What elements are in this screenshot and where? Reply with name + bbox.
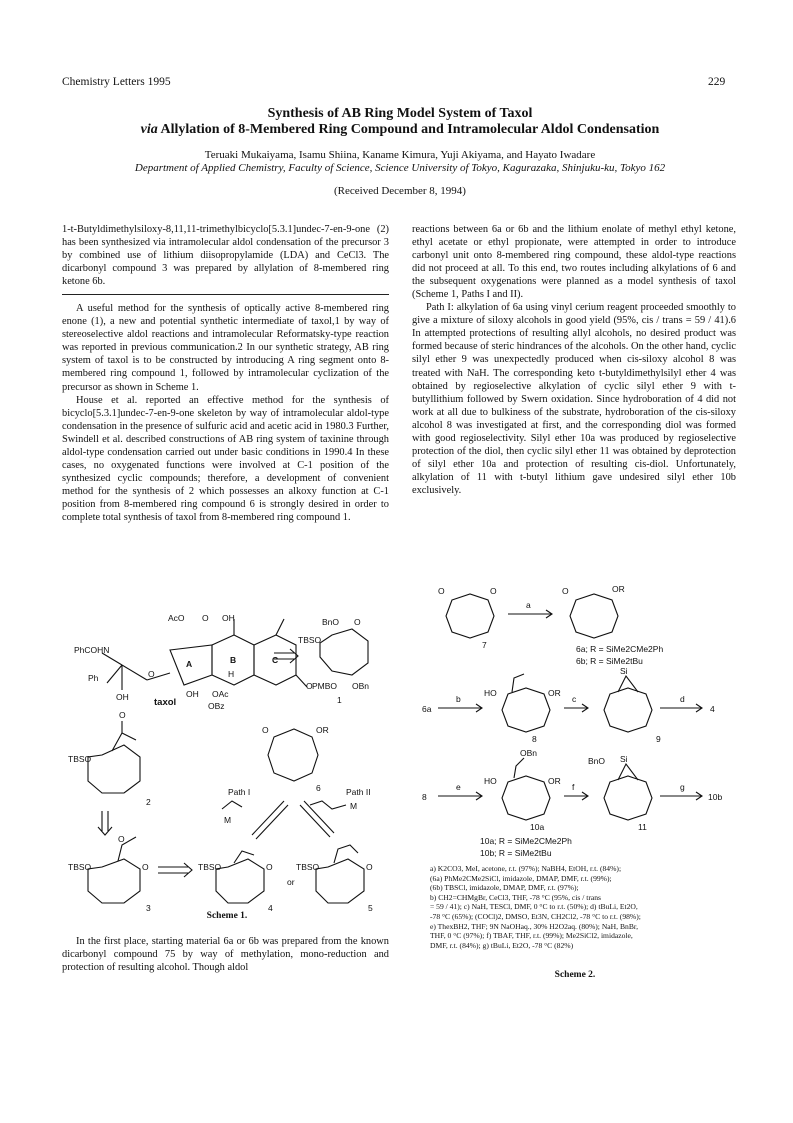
- compound-10a-number: 10a: [530, 822, 545, 832]
- taxol-h-label: H: [228, 669, 235, 679]
- title-line-2: [60, 122, 740, 138]
- compound-6-number: 6: [316, 783, 321, 793]
- compound-9-number: 9: [656, 734, 661, 744]
- arrow-g: [660, 782, 722, 802]
- footnote-line: = 59 / 41); c) NaH, TESCl, DMF, 0 °C to r.t. (50%); d) tBuLi, Et2O,: [430, 902, 638, 912]
- c2-tbso-label: TBSO: [68, 754, 92, 764]
- left-column: [62, 223, 389, 524]
- taxol-obz-label: OBz: [208, 701, 225, 711]
- footnote-line: (6b) TBSCl, imidazole, DMAP, DMF, r.t. (97%);: [430, 883, 579, 893]
- c4-o-label: O: [266, 862, 273, 872]
- arrow-c-label: c: [572, 694, 577, 704]
- compound-2-structure: [68, 710, 151, 807]
- footnote-line: THF, 0 °C (97%); f) TBAF, THF, r.t. (99%); Me2SiCl2, imidazole,: [430, 931, 633, 941]
- scheme-2-caption: Scheme 2.: [554, 970, 596, 980]
- c1-pmbo-label: PMBO: [312, 681, 338, 691]
- compound-5-structure: [296, 845, 373, 913]
- taxol-oh3-label: OH: [186, 689, 199, 699]
- scheme-1-caption: Scheme 1.: [206, 911, 248, 921]
- arrow-f: [564, 782, 588, 800]
- taxol-phcohn-label: PhCOHN: [74, 645, 110, 655]
- retro-arrow-3: [158, 863, 192, 877]
- retro-arrow-2: [98, 811, 112, 835]
- c1-obn-label: OBn: [352, 681, 370, 691]
- c10-obn-label: OBn: [520, 748, 538, 758]
- c9-si-label: Si: [620, 666, 628, 676]
- c11-si-label: Si: [620, 754, 628, 764]
- c6-or-label: OR: [316, 725, 329, 735]
- s2-c6-o-label: O: [562, 586, 569, 596]
- c3-o2-label: O: [142, 862, 149, 872]
- footnote-line: b) CH2=CHMgBr, CeCl3, THF, -78 °C (95%, cis / trans: [430, 892, 602, 902]
- arrow-a: [508, 600, 552, 618]
- taxol-o2-label: O: [148, 669, 155, 679]
- compound-11-structure: [588, 754, 652, 832]
- journal-name: Chemistry Letters 1995: [62, 76, 171, 88]
- path-1-arrow: [252, 801, 288, 839]
- c11-bno-label: BnO: [588, 756, 606, 766]
- c3-tbso-label: TBSO: [68, 862, 92, 872]
- intro-paragraph-2: House et al. reported an effective method for the synthesis of bicyclo[5.3.1]undec-7-en-9-one skeleton by way of intramolecular aldol-type condensation in the presence of sulfuric acid and acetic acid in 1980.3 Further, Swindell et al. described constructions of AB ring system of taxinine through aldol-type condensation carried out under basic conditions in 1990.4 In these cases, no oxygenated functions were involved at C-1 position of the synthesized cyclic compounds; therefore, a development of convenient method for the synthesis of 2 which possesses an alkoxy function at C-1 position from 8-membered ring compound 6 is strongly desired in order to complete total synthesis of taxol from 8-membered ring compound 1.: [62, 394, 389, 523]
- compound-1-number: 1: [337, 695, 342, 705]
- c7-o1-label: O: [438, 586, 445, 596]
- taxol-oac-label: OAc: [212, 689, 229, 699]
- arrow-e: [438, 782, 482, 800]
- c2-o-label: O: [119, 710, 126, 720]
- arrow-b: [438, 694, 482, 712]
- compound-9-structure: [604, 666, 661, 744]
- c8-or-label: OR: [548, 688, 561, 698]
- compound-4-number: 4: [268, 903, 273, 913]
- path-1-label: Path I: [228, 787, 251, 797]
- s2-8-label: 8: [422, 792, 427, 802]
- compound-4-structure: [198, 851, 273, 913]
- title-via: via: [140, 122, 158, 137]
- compound-2-number: 2: [146, 797, 151, 807]
- taxol-o3-label: O: [306, 681, 313, 691]
- abstract-divider: [62, 294, 389, 295]
- c6-o-label: O: [262, 725, 269, 735]
- received-date: (Received December 8, 1994): [334, 185, 466, 197]
- compound-7-number: 7: [482, 640, 487, 650]
- compound-6-scheme2: [562, 584, 663, 666]
- allyl-reagent: [310, 801, 346, 809]
- footnote-line: e) ThexBH2, THF; 9N NaOHaq., 30% H2O2aq. (80%); NaH, BnBr,: [430, 921, 639, 931]
- footnote-line: DMF, r.t. (84%); g) tBuLi, Et2O, -78 °C (82%): [430, 940, 574, 950]
- product-4-label: 4: [710, 704, 715, 714]
- scheme-2-figure: [412, 578, 738, 862]
- compound-6-structure: [262, 725, 329, 793]
- c1-bno-label: BnO: [322, 617, 340, 627]
- intro-paragraph-1: A useful method for the synthesis of optically active 8-membered ring enone (1), a new and potential synthetic intermediate of taxol,1 by way of stereoselective aldol reactions and intramolecular Reformatsky-type reaction was reported in previous communication.2 In our synthetic strategy, AB ring system of taxol is to be constructed by introducing A ring segment onto 8-membered ring compound 1, followed by intramolecular cyclization of the precursor as shown in Scheme 1.: [62, 303, 389, 393]
- ring-c-label: C: [272, 655, 279, 665]
- path-2-label: Path II: [346, 787, 371, 797]
- product-10b-label: 10b: [708, 792, 723, 802]
- arrow-b-label: b: [456, 694, 461, 704]
- or-label: or: [287, 877, 295, 887]
- arrow-a-label: a: [526, 600, 531, 610]
- taxol-ph-label: Ph: [88, 673, 99, 683]
- right-paragraph-2: Path I: alkylation of 6a using vinyl cerium reagent proceeded smoothly to give a mixture of siloxy alcohols in good yield (95%, cis / trans = 59 / 41).6 In attempted protections of resulting allyl alcohols, no desired product was formed because of steric hindrances of the alcohols. On the other hand, cyclic silyl ether 9 was unexpectedly produced when cis-siloxy alcohol 8 was treated with NaH. The corresponding keto t-butyldimethylsilyl ether 4 was obtained by regioselective alkylation of cyclic silyl ether 9 with t-butyllithium followed by Swern oxidation. Since hydroboration of 4 did not work at all due to bulkiness of the substrate, hydroboration of the cis-siloxy alcohol 8 was investigated at first, and the corresponding diol was formed with good regioselectivity. Silyl ether 10a was produced by regioselective protection of the diol, then cyclic silyl ether 11 was obtained by deprotection of silyl ether 10a and protection of resulting cis-diol. Unfortunately, alkylation of 11 with t-butyl lithium gave undesired silyl ether 10b exclusively.: [412, 302, 736, 496]
- left-bottom-paragraph: In the first place, starting material 6a or 6b was prepared from the known dicarbonyl compound 75 by way of methylation, mono-reduction and protection of resulting alcohol. Though aldol: [62, 936, 389, 974]
- authors: Teruaki Mukaiyama, Isamu Shiina, Kaname Kimura, Yuji Akiyama, and Hayato Iwadare: [204, 149, 596, 161]
- taxol-label: taxol: [154, 697, 177, 708]
- right-paragraph-1: reactions between 6a or 6b and the lithium enolate of methyl ethyl ketone, ethyl acetate or ethyl propionate, were attempted in order to introduce carbonyl unit onto 8-membered ring compound, these aldol-type reactions did not proceed at all. To this end, two routes including alkylations of 6 and the subsequent oxygenations were planned as a model synthesis of taxol (Scheme 1, Paths I and II).: [412, 224, 736, 301]
- c10-ho-label: HO: [484, 776, 497, 786]
- c5-o-label: O: [366, 862, 373, 872]
- c7-o2-label: O: [490, 586, 497, 596]
- compound-10a-structure: [484, 748, 561, 832]
- ring-a-label: A: [186, 659, 193, 669]
- arrow-d: [660, 694, 715, 714]
- c5-tbso-label: TBSO: [296, 862, 320, 872]
- arrow-g-label: g: [680, 782, 685, 792]
- c8-ho-label: HO: [484, 688, 497, 698]
- path-1-m-label: M: [224, 815, 232, 825]
- footnote-line: a) K2CO3, MeI, acetone, r.t. (97%); NaBH4, EtOH, r.t. (84%);: [430, 864, 622, 873]
- scheme-1-figure: [62, 605, 392, 923]
- right-column: [412, 223, 736, 497]
- taxol-structure: [74, 613, 313, 711]
- title-line-2-text: Allylation of 8-Membered Ring Compound and Intramolecular Aldol Condensation: [157, 122, 660, 137]
- compound-1-structure: [298, 617, 369, 705]
- c4-tbso-label: TBSO: [198, 862, 222, 872]
- c1-tbso-label: TBSO: [298, 635, 322, 645]
- compound-3-structure: [68, 834, 151, 913]
- arrow-f-label: f: [572, 782, 575, 792]
- c3-o-label: O: [118, 834, 125, 844]
- compound-11-number: 11: [638, 822, 647, 832]
- abstract: 1-t-Butyldimethylsiloxy-8,11,11-trimethylbicyclo[5.3.1]undec-7-en-9-one (2) has been synthesized via intramolecular aldol condensation of the precursor 3 by combined use of lithium diisopropylamide (LDA) and CeCl3. The dicarbonyl compound 3 was prepared by allylation of 8-membered ring ketone 6b.: [62, 224, 389, 288]
- def-10b: 10b; R = SiMe2tBu: [480, 848, 552, 858]
- compound-8-number: 8: [532, 734, 537, 744]
- def-6b: 6b; R = SiMe2tBu: [576, 656, 643, 666]
- page-number: 229: [708, 76, 726, 88]
- arrow-e-label: e: [456, 782, 461, 792]
- footnote-line: -78 °C (65%); (COCl)2, DMSO, Et3N, CH2Cl2, -78 °C to r.t. (98%);: [430, 911, 641, 921]
- affiliation: Department of Applied Chemistry, Faculty of Science, Science University of Tokyo, Kagurazaka, Shinjuku-ku, Tokyo 162: [134, 162, 666, 174]
- compound-7-structure: [438, 586, 497, 650]
- footnote-line: (6a) PhMe2CMe2SiCl, imidazole, DMAP, DMF, r.t. (99%);: [430, 873, 612, 883]
- taxol-o-label: O: [202, 613, 209, 623]
- scheme-2-footnotes: [430, 864, 730, 950]
- ring-b-label: B: [230, 655, 237, 665]
- s2-c6-or-label: OR: [612, 584, 625, 594]
- compound-5-number: 5: [368, 903, 373, 913]
- taxol-aco-label: AcO: [168, 613, 185, 623]
- compound-8-structure: [484, 674, 561, 744]
- s2-6a-label: 6a: [422, 704, 432, 714]
- taxol-oh2-label: OH: [116, 692, 129, 702]
- c10-or-label: OR: [548, 776, 561, 786]
- vinyl-reagent: [222, 801, 242, 809]
- path-2-m-label: M: [350, 801, 358, 811]
- arrow-c: [564, 694, 588, 712]
- arrow-d-label: d: [680, 694, 685, 704]
- def-6a: 6a; R = SiMe2CMe2Ph: [576, 644, 664, 654]
- left-bottom-text: [62, 935, 389, 974]
- taxol-oh-label: OH: [222, 613, 235, 623]
- c1-o-label: O: [354, 617, 361, 627]
- title-line-1: Synthesis of AB Ring Model System of Taxol: [267, 106, 533, 121]
- compound-3-number: 3: [146, 903, 151, 913]
- def-10a: 10a; R = SiMe2CMe2Ph: [480, 836, 572, 846]
